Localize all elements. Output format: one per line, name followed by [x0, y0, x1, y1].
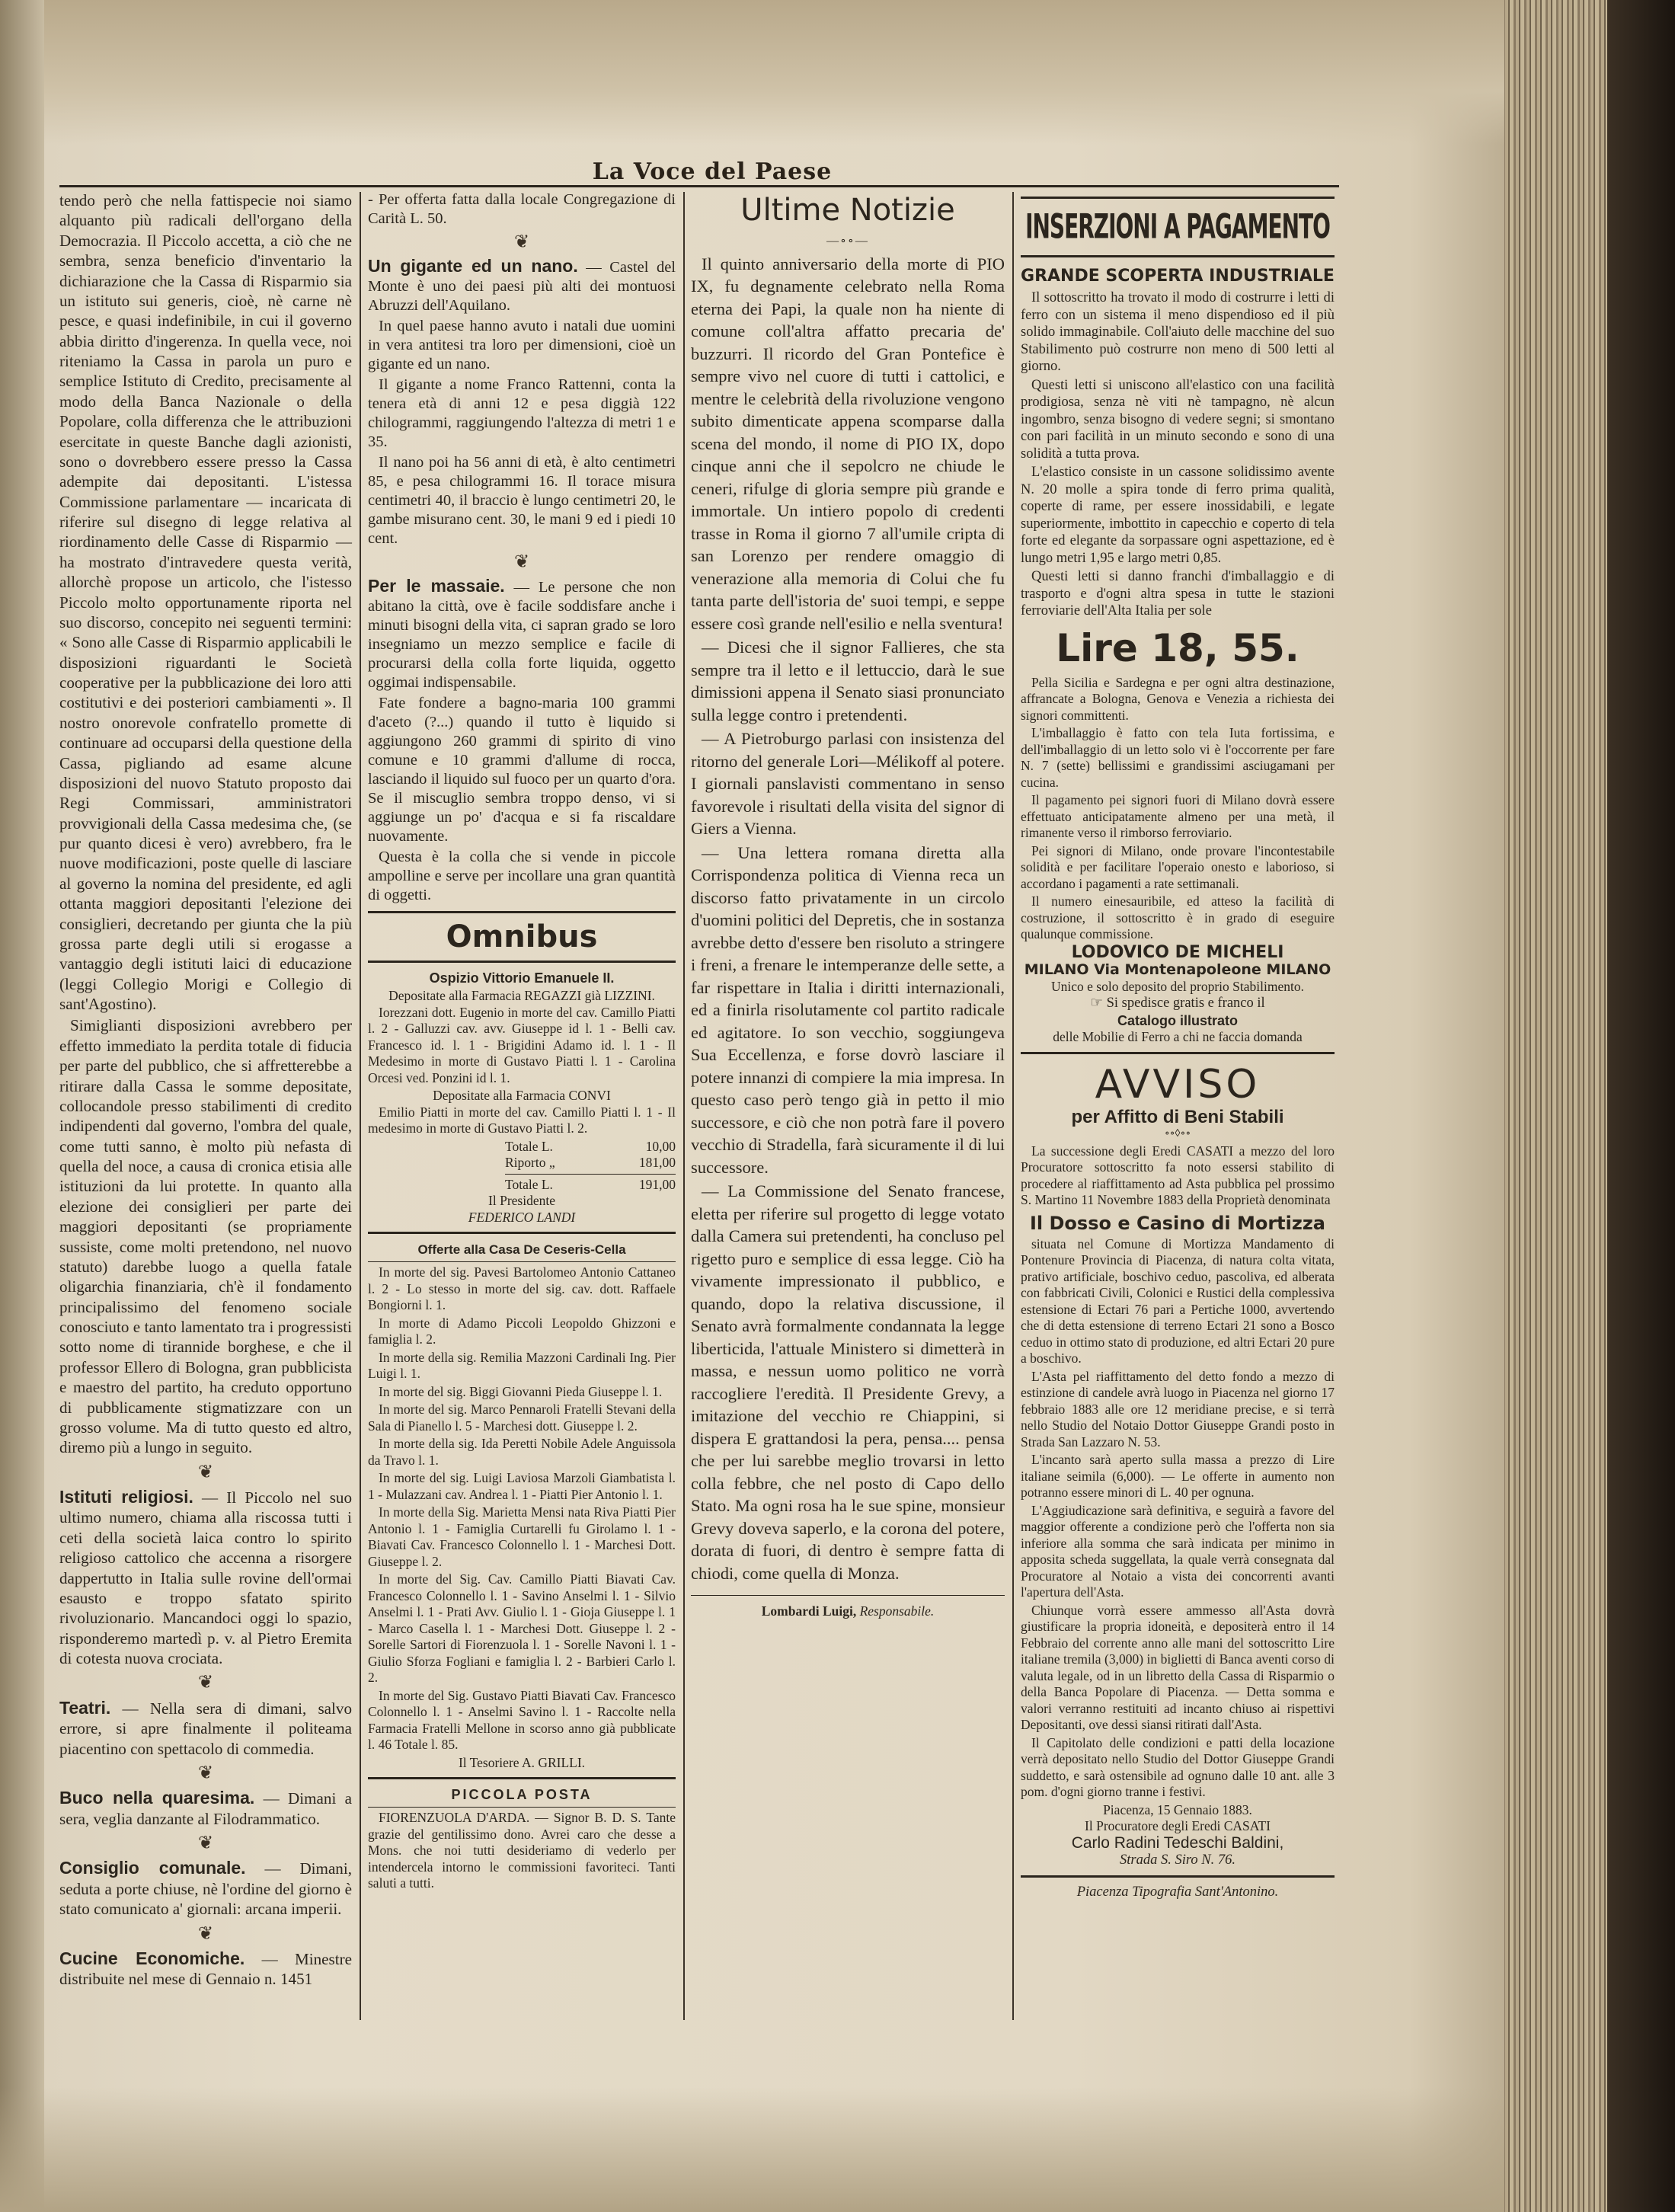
news-item — [59, 1698, 352, 1759]
donation-list: In morte del sig. Biggi Giovanni Pieda Giuseppe l. 1. — [379, 1383, 663, 1399]
donation-list: In morte della Sig. Marietta Mensi nata Riva Piatti Pier Antonio l. 1 - Famiglia Curtarelli fu Girolamo l. 1 - Biavati Cav. Francesco Colonnello l. 1 - Marchesi Dott. Giuseppe l. 2. — [368, 1504, 676, 1569]
donation-list: In morte del Sig. Gustavo Piatti Biavati Cav. Francesco Colonnello l. 1 - Anselmi Savino l. 1 - Raccolte nella Farmacia Fratelli Mellone in scorso anno già pubblicate l. 46 Totale l. 85. — [368, 1687, 676, 1752]
total-value: 10,00 — [645, 1138, 676, 1154]
ultime-notizie-title: Ultime Notizie — [740, 193, 955, 228]
responsible-editor — [691, 1603, 1005, 1620]
item-text: — Le persone che non abitano la città, ove è facile soddisfare anche i minuti bisogni della vita, ci sapran grado se loro insegniamo un mezzo semplice e facile di procurarsi della colla forte liquida, oggetto oggimai indispensabile. — [368, 579, 676, 691]
header-rule — [59, 185, 1339, 187]
section-rule — [368, 911, 676, 913]
ad-paragraph: Questi letti si uniscono all'elastico con una facilità prodigiosa, senza nè viti nè tampagno, nè alcun ingombro, senza bisogno di vedere segni; si smontano con pari facilità in un minuto secondo e sono di una solidità a tutta prova. — [1021, 377, 1335, 462]
totals-block — [368, 1139, 676, 1194]
item-text: — Dimani, seduta a porte chiuse, nè l'ordine del giorno è stato comunicato a' giornali: arcana imperii. — [59, 1859, 352, 1919]
totals-rule — [505, 1174, 676, 1175]
total-label: Totale L. — [505, 1176, 553, 1192]
news-item — [59, 1858, 352, 1919]
carry-label: Riporto „ — [505, 1155, 555, 1170]
president-name: FEDERICO LANDI — [468, 1209, 576, 1225]
ad-paragraph: Il sottoscritto ha trovato il modo di costrurre i letti di ferro con un sistema il meno dispendioso ed il più solido immaginabile. Coll'aiuto delle macchine del suo Stabilimento può costrurre non meno di 500 letti al giorno. — [1021, 290, 1335, 374]
ad-paragraph: Pei signori di Milano, onde provare l'incontestabile solidità e per facilitare l'operaio onesto e laborioso, si accordano i pagamenti a rate settimanali. — [1021, 842, 1335, 891]
item-heading: Istituti religiosi. — [59, 1487, 193, 1507]
article-paragraph: - Per offerta fatta dalla locale Congregazione di Carità L. 50. — [368, 191, 676, 227]
deposit-note: Unico e solo deposito del proprio Stabilimento. — [1051, 978, 1304, 994]
column-3 — [691, 190, 1005, 1620]
procurator-name: Carlo Radini Tedeschi Baldini, — [1071, 1833, 1284, 1852]
total-label: Totale L. — [505, 1138, 553, 1154]
item-heading: Buco nella quaresima. — [59, 1788, 255, 1808]
scoperta-heading: GRANDE SCOPERTA INDUSTRIALE — [1021, 267, 1335, 286]
donation-list: In morte del sig. Marco Pennaroli Fratelli Stevani della Sala di Pianello l. 5 - Marchesi dott. Giuseppe l. 2. — [368, 1402, 676, 1434]
article-paragraph: — La Commissione del Senato francese, eletta per riferire sul progetto di legge votato dalla Camera sui pretendenti, ha concluso pel rigetto puro e semplice di essa legge. Ciò ha vivamente impressionato il pubblico, e quando, dopo la relativa discussione, il Senato avrà formalmente condannata la legge liberticida, l'attuale Ministero si dimetterà in massa, e nessun uomo politico ne vorrà raccogliere l'eredità. Il Presidente Grevy, a imitazione del vecchio re Chiappini, si dispera E grattandosi la pera, pensa.... pensa che per lui sarebbe meglio trovarsi in letto colla febbre, che nel posto di Capo dello Stato. Ma ogni rosa ha le sue spine, monsieur Grevy doveva saperlo, e la corona del potere, dorata di fuori, di dentro è sempre fatta di chiodi, come quella di Monza. — [691, 1181, 1005, 1583]
page-top-shading — [0, 0, 1504, 145]
omnibus-heading: Omnibus — [446, 919, 598, 954]
ospizio-heading: Ospizio Vittorio Emanuele II. — [429, 970, 615, 986]
ad-paragraph: La successione degli Eredi CASATI a mezzo del loro Procuratore sottoscritto fa noto essersi stabilito di procedere al riaffittamento ad Asta pubblica pel prossimo S. Martino 11 Novembre 1883 della Proprietà denominata — [1021, 1143, 1335, 1207]
item-text: — Dimani a sera, veglia danzante al Filodrammatico. — [59, 1789, 353, 1828]
ad-paragraph: Il pagamento pei signori fuori di Milano dovrà essere effettuato anticipatamente almeno per una metà, il rimanente verso il rimborso ferroviario. — [1021, 792, 1335, 840]
ad-paragraph: L'Aggiudicazione sarà definitiva, e seguirà a favore del maggior offerente a condizione però che l'offerta non sia inferiore alla somma che sarà indicata per minimo in apposita scheda suggellata, la quale verrà consegnata dal Procuratore al Notaio a vista dei concorrenti avanti l'apertura dell'Asta. — [1021, 1502, 1335, 1600]
item-heading: Cucine Economiche. — [59, 1948, 245, 1968]
total-value: 191,00 — [638, 1176, 676, 1192]
treasurer: Il Tesoriere A. GRILLI. — [458, 1754, 586, 1770]
article-paragraph: tendo però che nella fattispecie noi siamo alquanto più radicali dell'organo della Democrazia. Il Piccolo accetta, a ciò che ne sembra, senza beneficio d'inventario la dichiarazione che la Cassa di Risparmio sia un istituto sui generis, cioè, nè carne nè pesce, e quasi indefinibile, in cui il governo abbia diritto d'ingerenza. In quella vece, noi riteniamo la Cassa in parola un puro e semplice Istituto di Credito, precisamente al modo della Banca Nazionale o della Popolare, colla differenza che le attribuzioni esercitate in queste Banche dagli azionisti, sono o dovrebbero essere presso la Cassa adempite dai depositanti. L'istessa Commissione parlamentare — incaricata di riferire sul disegno di legge relativa al riordinamento delle Casse di Risparmio — ha mostrato d'intravedere questa verità, allorchè propose un articolo, che l'istesso Piccolo molto opportunamente riporta nel suo discorso, concepito nei seguenti termini: « Sono alle Casse di Risparmio applicabili le disposizioni riguardanti le Società cooperative per la pubblicazione dei loro atti costitutivi e dei posteriori cambiamenti ». Il nostro onorevole confratello promette di continuare ad occuparsi della questione della Cassa, pigliando ad esame alcune disposizioni del nuovo Statuto proposto dai Regi Commissari, amministratori provvigionali della Cassa medesima che, (se pur quanto dicesi è vero) avrebbero, fra le nuove modificazioni, poste quelle di lasciare al governo la nomina del presidente, ed agli ottanta maggiori depositanti l'elezione dei consiglieri, decretando per giunta che la più grossa parte degli utili si erogasse a vantaggio degli istituti laici di educazione (leggi Collegio Morigi e Collegio di sant'Agostino). — [59, 191, 352, 1013]
donation-list: In morte del sig. Pavesi Bartolomeo Antonio Cattaneo l. 2 - Lo stesso in morte del sig. cav. dott. Raffaele Bongiorni l. 1. — [368, 1264, 676, 1312]
inserzioni-title: INSERZIONI A PAGAMENTO — [1025, 206, 1330, 247]
pointing-hand-icon: ☞ — [1090, 996, 1103, 1011]
editor-role: Responsabile. — [859, 1603, 935, 1619]
fleuron-ornament: ❦ — [513, 552, 530, 572]
article-paragraph: Questa è la colla che si vende in piccole ampolline e serve per incollare una gran quantità di oggetti. — [368, 849, 676, 903]
fleuron-ornament: ❦ — [197, 1763, 214, 1783]
item-text: — Il Piccolo nel suo ultimo numero, chiama alla riscossa tutti i ceti della società laica contro lo spirito religioso cattolico che accenna a risorgere dappertutto in Italia sulle rovine dell'ormai esausto e troppo sfatato spirito rivoluzionario. Mancandoci oggi lo spazio, risponderemo martedì p. v. al Pietro Eremita di cotesta nuova crociata. — [59, 1488, 352, 1667]
avviso-ornament: ∘∘◊∘∘ — [1164, 1128, 1191, 1140]
item-heading: Un gigante ed un nano. — [368, 256, 578, 276]
ad-paragraph: Il numero einesauribile, ed atteso la facilità di costruzione, il sottoscritto è in grado di eseguire qualunque commissione. — [1021, 893, 1335, 941]
price: Lire 18, 55. — [1056, 625, 1299, 670]
offerte-heading: Offerte alla Casa De Ceseris-Cella — [417, 1242, 626, 1257]
deposit-note: Depositate alla Farmacia CONVI — [433, 1088, 611, 1103]
ad-paragraph: L'imballaggio è fatto con tela Iuta fortissima, e dell'imballaggio di un letto solo vi è l'occorrente per fare N. 7 (sette) bellissimi e grandissimi asciugamani per cucina. — [1021, 725, 1335, 790]
article-paragraph: — Una lettera romana diretta alla Corrispondenza politica di Vienna reca un discorso fatto privatamente in un circolo d'uomini politici del Depretis, che in sostanza avrebbe detto d'essere ben risoluto a stringere i freni, a frenare le intemperanze delle sette, a far rispettare in Italia i diritti internazionali, ed a finirla risolutamente col partito radicale ed agitatore. Io son vecchio, soggiungeva Sua Eccellenza, e forse dovrò lasciare il potere innanzi di compiere la mia impresa. In questo caso però tengo già in petto il mio successore, e ciò che non potrà fare il povero vecchio di Stradella, farà sicuramente il di lui successore. — [691, 842, 1005, 1177]
avviso-subtitle: per Affitto di Beni Stabili — [1071, 1106, 1284, 1127]
column-divider-1 — [360, 192, 361, 2020]
printer-line: Piacenza Tipografia Sant'Antonino. — [1076, 1884, 1279, 1900]
procurator-title: Il Procuratore degli Eredi CASATI — [1085, 1818, 1271, 1833]
article-paragraph: — A Pietroburgo parlasi con insistenza del ritorno del generale Lori—Mélikoff al potere. I giornali panslavisti commentano in senso favorevole i risultati della visita del signor di Giers a Vienna. — [691, 729, 1005, 838]
catalog-title: Catalogo illustrato — [1117, 1012, 1238, 1028]
ad-paragraph: L'incanto sarà aperto sulla massa a prezzo di Lire italiane seimila (6,000). — Le offerte in aumento non potranno essere minori di L. 40 per ognuna. — [1021, 1452, 1335, 1500]
item-text: — Minestre distribuite nel mese di Gennaio n. 1451 — [59, 1949, 352, 1989]
fleuron-ornament: ❦ — [197, 1833, 214, 1853]
item-text: — Castel del Monte è uno dei paesi più alti dei montuosi Abruzzi dell'Aquilano. — [368, 259, 676, 314]
donation-list: In morte della sig. Remilia Mazzoni Cardinali Ing. Pier Luigi l. 1. — [368, 1349, 676, 1381]
article-paragraph: — Dicesi che il signor Fallieres, che sta sempre tra il letto e il lettuccio, darà le sue dimissioni appena il Senato siasi pronunciato sulla legge contro i pretendenti. — [691, 638, 1005, 724]
posta-heading: PICCOLA POSTA — [451, 1787, 593, 1802]
column-2 — [368, 190, 676, 1894]
ad-paragraph: Il Capitolato delle condizioni e patti della locazione verrà depositato nello Studio del Dottor Giuseppe Grandi suddetto, e sarà ostensibile ad ognuno dalle 10 ant. alle 3 pom. d'ogni giorno tranne i festivi. — [1021, 1734, 1335, 1799]
editor-name: Lombardi Luigi, — [761, 1603, 857, 1619]
section-rule — [1021, 1052, 1335, 1054]
catalog-line — [1021, 995, 1335, 1012]
section-rule — [1021, 1875, 1335, 1878]
ship-text: Si spedisce gratis e franco il — [1106, 996, 1265, 1011]
article-paragraph: In quel paese hanno avuto i natali due uomini in vera antitesi tra loro per dimensioni, cioè un gigante ed un nano. — [368, 318, 676, 372]
title-ornament: —∘∘— — [826, 235, 869, 248]
avviso-title: AVVISO — [1095, 1061, 1261, 1108]
article-paragraph: Simiglianti disposizioni avrebbero per effetto immediato la perdita totale di fiducia per parte del pubblico, che si affretterebbe a ritirare dalla Cassa le somme depositate, collocandole presso stabilimenti di credito indipendenti dal governo, l'ombra del quale, come tutti sanno, è molto più nefasta di quella del noce, a causa di cronica etisia alle istituzioni da lui protette. In quanto alla elezione dei consiglieri per parte dei maggiori depositanti (se propriamente sussiste, come molti pretendono, nel nuovo statuto) darebbe luogo a quella fatale oligarchia finanziaria, ch'è il fondamento principalissimo del fenomeno sociale conosciuto e tanto lamentato tra i progressisti sotto nome di tirannide borghese, e che il professor Ellero di Bologna, gran pubblicista e maestro del partito, ha creduto opportuno di pubblicamente stigmatizzare con un grosso volume. Ma di tutto questo ed altro, diremo più a lungo in seguito. — [59, 1016, 352, 1457]
property-name: Il Dosso e Casino di Mortizza — [1029, 1212, 1326, 1234]
ad-paragraph: L'Asta pel riaffittamento del detto fondo a mezzo di estinzione di candele avrà luogo in Piacenza nel giorno 17 febbraio 1883 alle ore 12 meridiane precise, e si terrà nello Studio del Notaio Dottor Giuseppe Grandi posto in Strada San Lazzaro N. 53. — [1021, 1368, 1335, 1450]
donation-list: Iorezzani dott. Eugenio in morte del cav. Camillo Piatti l. 2 - Galluzzi cav. avv. Giuseppe id l. 1 - Belli cav. Francesco id. l. 1 - Brigidini Adamo id. l. 1 - Il Medesimo in morte di Gustavo Piatti l. 1 - Carolina Orcesi ved. Ponzini id l. 1. — [368, 1004, 676, 1085]
advertiser-name: LODOVICO DE MICHELI — [1071, 942, 1284, 962]
street-address: Strada S. Siro N. 76. — [1120, 1852, 1235, 1868]
column-4-advertisements — [1021, 190, 1335, 1900]
ad-paragraph: situata nel Comune di Mortizza Mandamento di Pontenure Provincia di Piacenza, di natura colta vitata, prativo artificiale, boschivo ceduo, pascoliva, ed alberata con fabbricati Civili, Colonici e Rustici della complessiva estensione di Ectari 76 pari a Pertiche 1000, avvertendo che di detta estensione di terreno Ectari 21 sono a Bosco ceduo in ottimo stato di produzione, ed altri Ectari 20 pure a boschivo. — [1021, 1235, 1335, 1366]
item-text: — Nella sera di dimani, salvo errore, si apre finalmente il politeama piacentino con spettacolo di commedia. — [59, 1699, 353, 1758]
column-divider-2 — [683, 192, 685, 2020]
item-heading: Teatri. — [59, 1697, 111, 1718]
fleuron-ornament: ❦ — [197, 1462, 214, 1482]
section-rule — [368, 1261, 676, 1262]
news-item — [59, 1948, 352, 1990]
donation-list: In morte del sig. Luigi Laviosa Marzoli Giambatista l. 1 - Mulazzani cav. Andrea l. 1 - Piatti Pier Antonio l. 1. — [368, 1470, 676, 1502]
catalog-note: delle Mobilie di Ferro a chi ne faccia domanda — [1053, 1029, 1303, 1044]
article-paragraph: Fate fondere a bagno-maria 100 grammi d'aceto (?...) quando il tutto è liquido si aggiungono 260 grammi di spirito di vino comune e 10 grammi d'allume di rocca, lasciando il liquido sul fuoco per un quarto d'ora. Se il miscuglio sembra troppo denso, vi si aggiunge un po' d'acqua e si fa riscaldare nuovamente. — [368, 695, 676, 845]
fleuron-ornament: ❦ — [197, 1923, 214, 1944]
item-heading: Consiglio comunale. — [59, 1858, 246, 1878]
president-title: Il Presidente — [488, 1193, 555, 1208]
article-paragraph: Il quinto anniversario della morte di PIO IX, fu degnamente celebrato nella Roma eterna dei Papi, la quale non ha niente di comune coll'altra affatto precaria de' buzzurri. Il ricordo del Gran Pontefice è sempre vivo nel cuore di tutti i cattolici, e mentre le celebrità della rivoluzione vengono subito dimenticate appena scomparse dalla scena del mondo, il nome di PIO IX, dopo cinque anni che il sepolcro ne chiude le ceneri, rifulge di gloria sempre più grande e immortale. Un intiero popolo di credenti trasse in Roma il giorno 7 all'umile cripta di san Lorenzo per rendere omaggio di venerazione alla memoria di Colui che fu tanta parte dell'istoria de' suoi tempi, e seppe essere così grande nell'esilio e nella sventura! — [691, 254, 1005, 633]
advertiser-address: MILANO Via Montenapoleone MILANO — [1024, 961, 1331, 978]
ad-paragraph: Pella Sicilia e Sardegna e per ogni altra destinazione, affrancate a Bologna, Genova e Venezia a richiesta dei signori committenti. — [1021, 674, 1335, 723]
article-paragraph: Il gigante a nome Franco Rattenni, conta la tenera età di anni 12 e pesa diggià 122 chilogrammi, raggiungendo l'altezza di metri 1 e 35. — [368, 376, 676, 450]
masthead: La Voce del Paese — [592, 158, 833, 185]
section-rule — [368, 1232, 676, 1234]
ad-paragraph: Chiunque vorrà essere ammesso all'Asta dovrà giustificare la propria idoneità, e depositerà entro il 14 Febbraio del corrente anno alle mani del sottoscritto Lire italiane tremila (3,000) in biglietti di Banca aventi corso di valuta legale, od in un libretto della Cassa di Risparmio o della Banca Popolare di Piacenza. — Detta somma e valori verranno restituiti ad incanto chiuso ai rispettivi Depositanti, ove dessi siansi ritirati dall'Asta. — [1021, 1602, 1335, 1732]
facing-page-edge — [0, 0, 44, 2212]
column-divider-3 — [1012, 192, 1014, 2020]
posta-text: FIORENZUOLA D'ARDA. — Signor B. D. S. Tante grazie del gentilissimo dono. Avrei caro che desse a Mons. che noi tutti desideriamo di vederlo per intendercela intorno le commissioni favoriteci. Tanti saluti a tutti. — [368, 1810, 676, 1891]
section-rule — [368, 1807, 676, 1808]
section-rule — [368, 1777, 676, 1779]
article-paragraph: Il nano poi ha 56 anni di età, è alto centimetri 85, e pesa chilogrammi 16. Il torace misura centimetri 40, il braccio è lungo centimetri 20, le gambe misurano cent. 30, le mani 9 ed i piedi 10 cent. — [368, 454, 676, 547]
ad-paragraph: L'elastico consiste in un cassone solidissimo avente N. 20 molle a spira tonde di ferro prima qualità, coperte di rame, per essere inossidabili, e legate superiormente, imbottito in capecchio e coperto di tela forte ed elegante da sorpassare ogni aspettazione, ed è lungo metri 1,95 e largo metri 0,85. — [1021, 465, 1335, 566]
page-bottom-shading — [0, 2087, 1504, 2212]
carry-value: 181,00 — [638, 1155, 676, 1170]
section-rule — [691, 1595, 1005, 1596]
donation-list: Emilio Piatti in morte del cav. Camillo Piatti l. 1 - Il medesimo in morte di Gustavo Piatti l. 2. — [368, 1104, 676, 1136]
news-item — [59, 1487, 352, 1668]
section-rule — [368, 961, 676, 963]
ad-paragraph: Questi letti si danno franchi d'imballaggio e di trasporto e d'ogni altra spesa in tutte le stazioni ferroviarie dell'Alta Italia per sole — [1021, 569, 1335, 619]
news-item — [59, 1788, 352, 1829]
item-heading: Per le massaie. — [368, 576, 505, 596]
fleuron-ornament: ❦ — [513, 232, 530, 252]
book-spine-shadow — [1607, 0, 1675, 2212]
date-line: Piacenza, 15 Gennaio 1883. — [1103, 1801, 1252, 1817]
deposit-note: Depositate alla Farmacia REGAZZI già LIZZINI. — [388, 988, 655, 1003]
donation-list: In morte del Sig. Cav. Camillo Piatti Biavati Cav. Francesco Colonnello l. 1 - Savino Anselmi l. 1 - Silvio Anselmi l. 1 - Prati Avv. Giulio l. 1 - Gioja Giuseppe l. 1 - Marco Casella l. 1 - Marchesi Dott. Giuseppe l. 2 - Sorelle Sartori di Fiorenzuola l. 1 - Sorelle Navoni l. 1 - Giulio Sforza Fogliani e famiglia l. 2 - Barbieri Carlo l. 2. — [368, 1571, 676, 1685]
column-1 — [59, 190, 352, 1991]
donation-list: In morte di Adamo Piccoli Leopoldo Ghizzoni e famiglia l. 2. — [368, 1315, 676, 1347]
fleuron-ornament: ❦ — [197, 1673, 214, 1693]
donation-list: In morte della sig. Ida Peretti Nobile Adele Anguissola da Travo l. 1. — [368, 1436, 676, 1468]
